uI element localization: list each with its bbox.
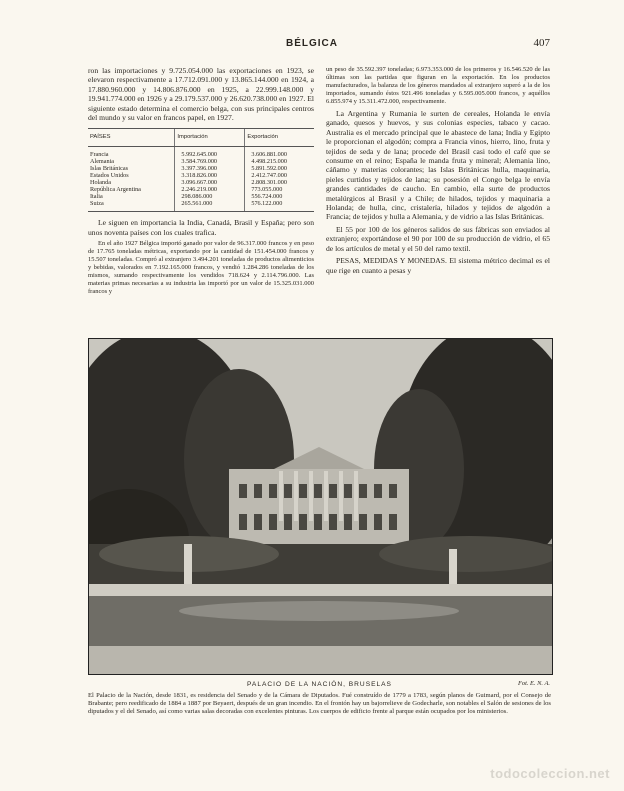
import-cell: 3.318.826.000 xyxy=(175,172,245,179)
export-cell: 576.122.000 xyxy=(245,200,314,212)
palace-photo xyxy=(88,338,553,675)
country-cell: Holanda xyxy=(90,179,111,187)
left-paragraph-2: Le siguen en importancia la India, Canadá, Brasil y España; pero son unos noventa países con los cuales trafica. xyxy=(88,218,314,237)
country-cell: Alemania xyxy=(90,158,115,166)
left-paragraph-3: En el año 1927 Bélgica importó ganado por valor de 96.317.000 francos y en peso de 17.765 toneladas métricas, exportando por la cantidad de 151.454.000 francos y 15.507 toneladas. Compró al extranjero 3.494.201 toneladas de productos alimenticios y bebidas, valorados en 7.192.165.000 francos, y vendió 1.284.286 toneladas de los mismos, sumando respectivamente los vendidos 718.624 y 2.114.796.000. Las materias primas necesarias a su industria las importó por un valor de 15.325.031.000 francos y xyxy=(88,240,314,296)
right-paragraph-1: un peso de 35.592.397 toneladas; 6.973.353.000 de los primeros y 16.546.520 de las últimas son las partidas que figuran en la exportación. En los productos manufacturados, la balanza de los géneros mandados al extranjero superó a la de los importados, sumando éstos 921.496 toneladas y 6.595.005.000 francos, y aquéllos 6.855.974 y 15.311.472.000, respectivamente. xyxy=(326,66,550,105)
page-header-title: BÉLGICA xyxy=(286,38,338,49)
export-cell: 773.055.000 xyxy=(245,186,314,193)
import-cell: 3.584.769.000 xyxy=(175,158,245,165)
page-number: 407 xyxy=(533,37,550,49)
right-paragraph-2: La Argentina y Rumania le surten de cereales, Holanda le envía ganado, quesos y huevos, y sus colonias especies, tabaco y cacao. Australia es el mercado principal que le abastece de lana; India y Egipto le proporcionan el algodón; compra a Francia vinos, hierro, lino, fruta y tejidos de seda y de lana; procede del Brasil casi todo el café que se consume en el reino; España le manda fruta y mineral; Alemania lino, cáñamo y materias colorantes; las Islas Británicas hulla, maquinaria, pieles curtidos y tejidos de lana; su posesión el Congo belga le envía grandes cantidades de caucho. En cambio, ella surte de productos metalúrgicos al Brasil y a Chile; de hilados, tejidos y maquinaria a Holanda; de hulla, cinc, cristalería, hilados y tejidos de algodón a Francia; de tejidos y hulla a Alemania, y de vidrio a las Islas Británicas. xyxy=(326,109,550,222)
left-column xyxy=(88,66,314,299)
import-cell: 3.397.396.000 xyxy=(175,165,245,172)
table-row xyxy=(88,200,314,212)
right-paragraph-3: El 55 por 100 de los géneros salidos de sus fábricas son enviados al extranjero; exportándose el 90 por 100 de su producción de vidrio, el 65 de los artículos de metal y el 50 del ramo textil. xyxy=(326,224,550,253)
import-cell: 265.561.000 xyxy=(175,200,245,212)
right-paragraph-4 xyxy=(326,256,550,275)
import-cell: 3.096.667.000 xyxy=(175,179,245,186)
table-row xyxy=(88,158,314,165)
photo-credit: Fot. E. N. A. xyxy=(517,680,550,687)
export-cell: 2.808.301.000 xyxy=(245,179,314,186)
country-cell: Francia xyxy=(90,151,109,159)
left-paragraph-1: ron las importaciones y 9.725.054.000 las exportaciones en 1923, se elevaron respectivamente a 17.712.091.000 y 13.865.144.000 en 1924, a 17.880.960.000 y 14.806.876.000 en 1925, a 22.999.148.000 y 19.941.774.000 en 1926 y a 29.179.537.000 y 26.620.738.000 en 1927. El siguiente estado determina el comercio belga, con sus principales centros del mundo y su valor en francos papel, en 1927. xyxy=(88,66,314,123)
export-cell: 5.891.592.000 xyxy=(245,165,314,172)
export-cell: 2.412.747.000 xyxy=(245,172,314,179)
table-row xyxy=(88,193,314,200)
table-header-countries: PAÍSES xyxy=(88,129,175,147)
export-cell: 556.724.000 xyxy=(245,193,314,200)
watermark-logo: todocoleccion.net xyxy=(490,766,610,781)
export-cell: 4.498.215.000 xyxy=(245,158,314,165)
trade-table xyxy=(88,128,314,212)
table-row xyxy=(88,186,314,193)
trade-table-body xyxy=(88,147,314,212)
table-row xyxy=(88,165,314,172)
country-cell: Suiza xyxy=(88,200,175,212)
export-cell: 3.606.881.000 xyxy=(245,147,314,159)
right-column xyxy=(326,66,550,278)
country-cell: Islas Británicas xyxy=(90,165,128,173)
country-cell: República Argentina xyxy=(90,186,141,194)
section-text: El sistema métrico decimal es el que rige en cuanto a pesas y xyxy=(326,256,550,275)
table-row xyxy=(88,172,314,179)
country-cell: Estados Unidos xyxy=(90,172,129,180)
import-cell: 298.086.000 xyxy=(175,193,245,200)
import-cell: 2.246.219.000 xyxy=(175,186,245,193)
country-cell: Italia xyxy=(90,193,103,201)
section-heading: PESAS, MEDIDAS Y MONEDAS. xyxy=(336,256,447,266)
table-row xyxy=(88,179,314,186)
table-row xyxy=(88,147,314,159)
figure-description: El Palacio de la Nación, desde 1831, es residencia del Senado y de la Cámara de Diputados. Fué construído de 1779 a 1783, según planos de Guimard, por el Consejo de Brabante; pero reedificado de 1884 a 1887 por Beyaert, después de un gran incendio. En el frontón hay un bajorrelieve de Godecharle, son notables el Salón de sesiones de los diputados y el del Senado, así como varias salas decoradas con excelentes pinturas. Los cuerpos de edificio frente al parque están ocupados por los ministerios. xyxy=(88,692,551,716)
table-header-exports: Exportación xyxy=(245,129,314,147)
table-header-imports: Importación xyxy=(175,129,245,147)
palace-illustration xyxy=(89,339,552,674)
figure-caption: PALACIO DE LA NACIÓN, BRUSELAS xyxy=(247,681,392,688)
import-cell: 5.992.645.000 xyxy=(175,147,245,159)
